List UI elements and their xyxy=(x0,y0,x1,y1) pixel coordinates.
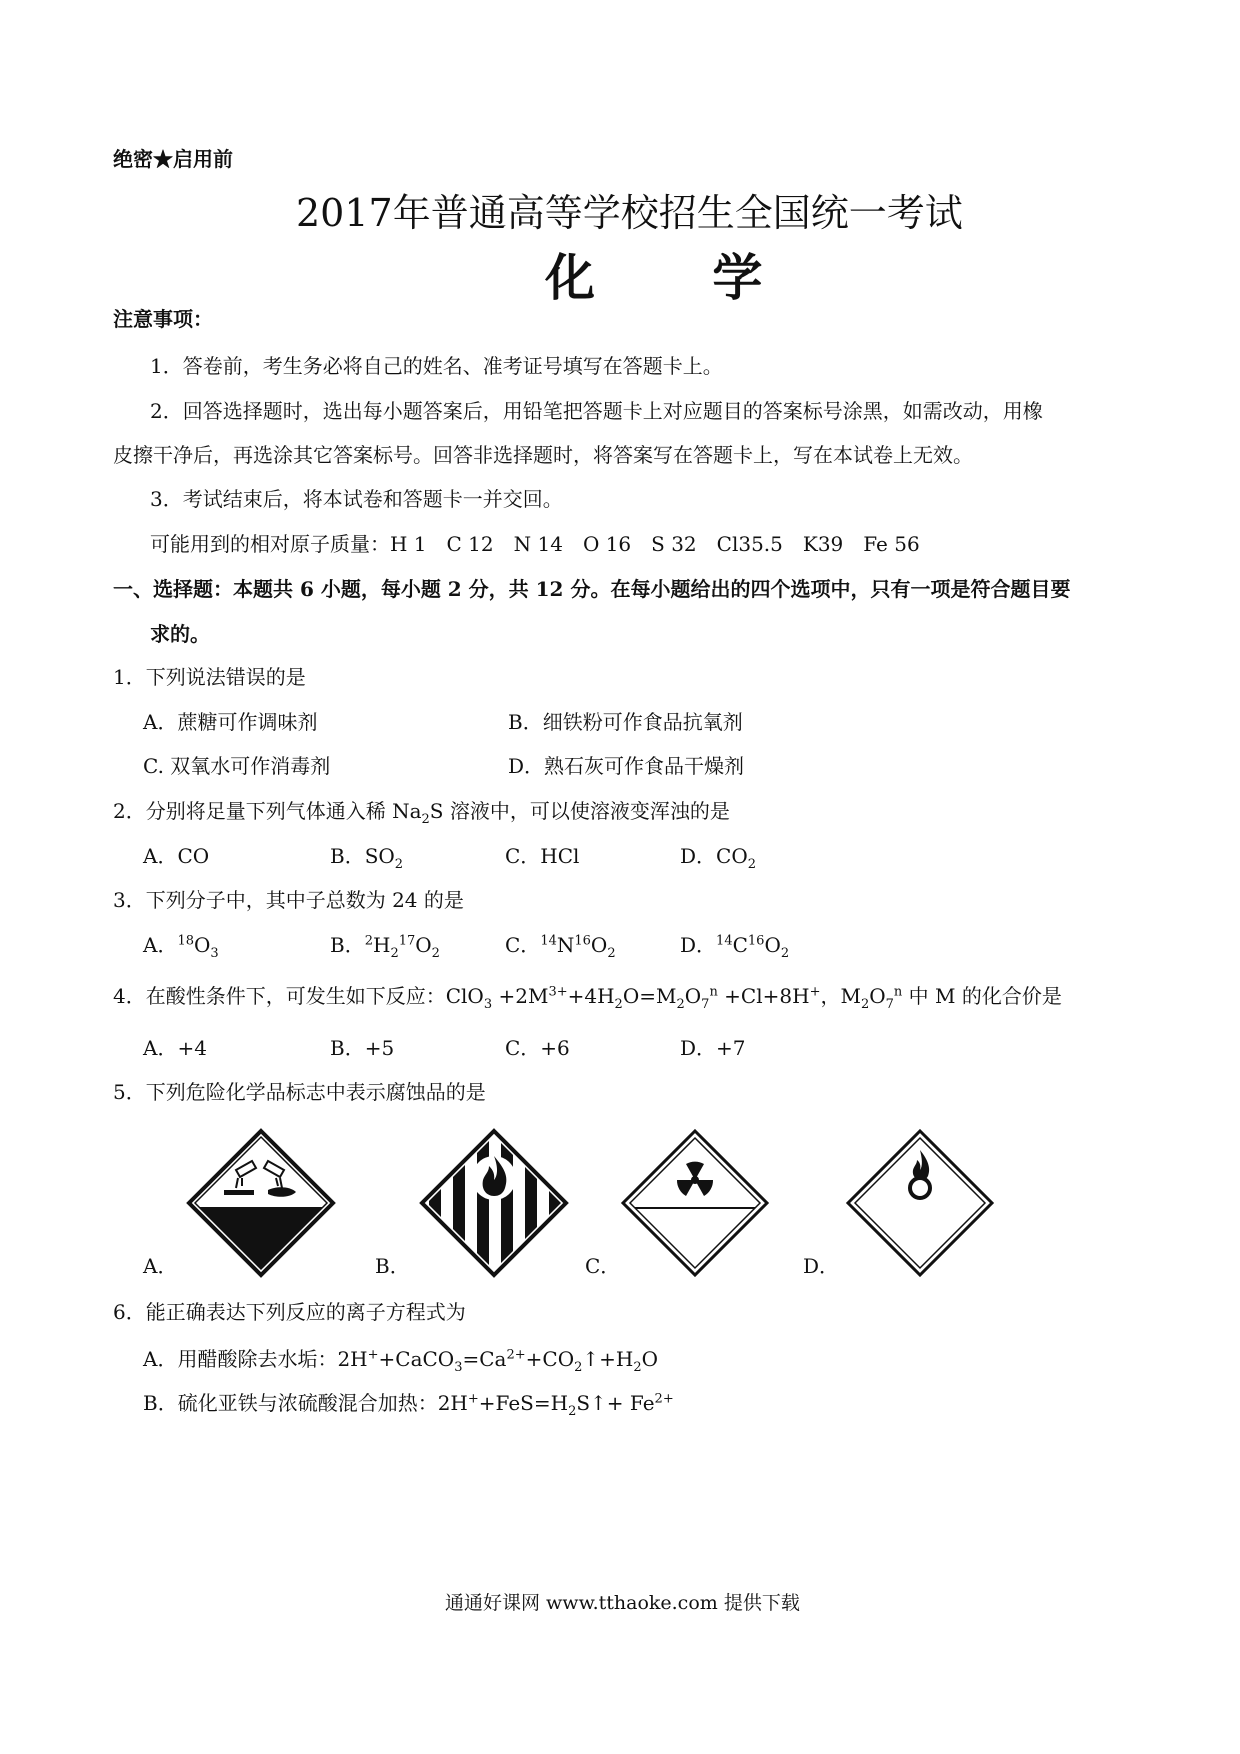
q5-option-b: B． xyxy=(375,1254,410,1278)
q2-option-c: C．HCl xyxy=(505,844,580,868)
subject-title: 化 学 xyxy=(545,248,813,307)
q5-stem: 5．下列危险化学品标志中表示腐蚀品的是 xyxy=(113,1080,486,1104)
q2-option-d: D．$CO_2$ xyxy=(680,844,757,872)
q5-option-d: D． xyxy=(803,1254,840,1278)
q4-option-a: A．+4 xyxy=(143,1036,207,1060)
corrosive-sign-icon xyxy=(186,1128,336,1278)
q4-stem: 4．在酸性条件下，可发生如下反应：$ClO_3 +2M^{3+}+4H_2O=M_2O_7^n +Cl+8H^+$，$M_2O_7^n$ 中 M 的化合价是 xyxy=(113,984,1062,1012)
section-heading-line2: 求的。 xyxy=(150,622,210,646)
q6-option-b: B．硫化亚铁与浓硫酸混合加热：$2H^++FeS=H_2S↑+ Fe^{2+}$ xyxy=(143,1391,674,1419)
q4-option-c: C．+6 xyxy=(505,1036,570,1060)
q1-option-c: C. 双氧水可作消毒剂 xyxy=(143,754,331,778)
q6-option-a: A．用醋酸除去水垢：$2H^++CaCO_3=Ca^{2+}+CO_2↑+H_2O$ xyxy=(143,1347,659,1375)
oxidizer-sign-icon xyxy=(845,1128,995,1278)
q3-option-c: C．$^{14}N^{16}O_2$ xyxy=(505,933,616,961)
exam-title: 2017年普通高等学校招生全国统一考试 xyxy=(296,191,963,235)
q1-option-b: B．细铁粉可作食品抗氧剂 xyxy=(508,710,743,734)
atomic-masses: 可能用到的相对原子质量：H 1 C 12 N 14 O 16 S 32 Cl35.5 K39 Fe 56 xyxy=(150,532,920,556)
note-3: 3．考试结束后，将本试卷和答题卡一并交回。 xyxy=(150,487,563,511)
note-2-line2: 皮擦干净后，再选涂其它答案标号。回答非选择题时，将答案写在答题卡上，写在本试卷上无效。 xyxy=(113,443,973,467)
radioactive-sign-icon xyxy=(620,1128,770,1278)
flammable-solid-sign-icon xyxy=(419,1128,569,1278)
q2-stem: 2．分别将足量下列气体通入稀 $Na_2S$ 溶液中，可以使溶液变浑浊的是 xyxy=(113,799,730,827)
q5-option-a: A． xyxy=(143,1254,178,1278)
note-1: 1．答卷前，考生务必将自己的姓名、准考证号填写在答题卡上。 xyxy=(150,354,723,378)
note-2-line1: 2．回答选择题时，选出每小题答案后，用铅笔把答题卡上对应题目的答案标号涂黑，如需改动，用橡 xyxy=(150,399,1043,423)
q6-stem: 6．能正确表达下列反应的离子方程式为 xyxy=(113,1300,466,1324)
q3-option-b: B．$^2H_2^{17}O_2$ xyxy=(330,933,440,961)
q5-option-c: C． xyxy=(585,1254,621,1278)
notes-heading: 注意事项： xyxy=(113,307,213,331)
q1-stem: 1．下列说法错误的是 xyxy=(113,665,306,689)
section-heading-line1: 一、选择题：本题共 6 小题，每小题 2 分，共 12 分。在每小题给出的四个选项中，只有一项是符合题目要 xyxy=(113,577,1071,601)
q2-option-a: A．CO xyxy=(143,844,210,868)
footer-source: 通通好课网 www.tthaoke.com 提供下载 xyxy=(445,1592,800,1614)
q3-option-d: D．$^{14}C^{16}O_2$ xyxy=(680,933,790,961)
q3-option-a: A．$^{18}O_3$ xyxy=(143,933,219,961)
q4-option-b: B．+5 xyxy=(330,1036,395,1060)
q3-stem: 3．下列分子中，其中子总数为 24 的是 xyxy=(113,888,464,912)
q1-option-d: D．熟石灰可作食品干燥剂 xyxy=(508,754,745,778)
q1-option-a: A．蔗糖可作调味剂 xyxy=(143,710,318,734)
q4-option-d: D．+7 xyxy=(680,1036,746,1060)
q2-option-b: B．$SO_2$ xyxy=(330,844,404,872)
confidential-label: 绝密★启用前 xyxy=(113,147,233,171)
